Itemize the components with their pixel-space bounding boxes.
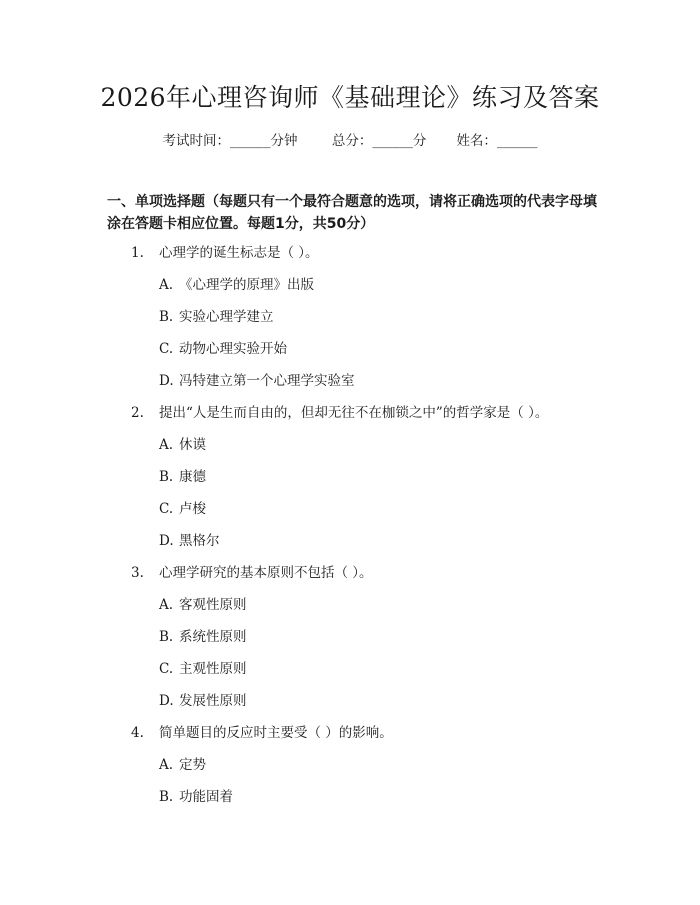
option-letter: B. <box>159 469 174 485</box>
option-letter: D. <box>159 693 174 709</box>
option-letter: C. <box>159 661 174 677</box>
question-number: 1. <box>131 245 144 261</box>
name-blank: ______ <box>496 133 538 149</box>
question-number: 2. <box>131 405 144 421</box>
question-3-text: 心理学研究的基本原则不包括（ ）。 <box>159 565 373 581</box>
option-letter: A. <box>159 597 174 613</box>
option-letter: C. <box>159 501 174 517</box>
document-title: 2026年心理咨询师《基础理论》练习及答案 <box>100 83 600 112</box>
option-letter: C. <box>159 341 174 357</box>
total-score-label: 总分： <box>331 133 373 149</box>
option-text: 主观性原则 <box>179 661 247 677</box>
option-text: 实验心理学建立 <box>179 309 274 325</box>
option-text: 休谟 <box>179 437 206 453</box>
option-text: 冯特建立第一个心理学实验室 <box>179 373 355 389</box>
question-number: 4. <box>131 725 144 741</box>
total-score-blank: ______ <box>372 133 413 149</box>
exam-time-blank: ______ <box>230 133 271 149</box>
question-2-text: 提出“人是生而自由的，但却无往不在枷锁之中”的哲学家是（ ）。 <box>159 405 549 421</box>
exam-time-unit: 分钟 <box>270 133 298 149</box>
section-header: 一、单项选择题（每题只有一个最符合题意的选项，请将正确选项的代表字母填涂在答题卡相应位置。每题1分，共50分） <box>107 194 597 232</box>
option-letter: D. <box>159 373 174 389</box>
option-text: 功能固着 <box>179 789 233 805</box>
option-letter: A. <box>159 757 174 773</box>
option-letter: A. <box>159 277 174 293</box>
option-letter: B. <box>159 629 174 645</box>
option-text: 定势 <box>179 757 206 773</box>
question-number: 3. <box>131 565 144 581</box>
option-text: 客观性原则 <box>179 597 247 613</box>
total-score-unit: 分 <box>412 133 427 149</box>
option-text: 动物心理实验开始 <box>179 341 287 357</box>
option-text: 康德 <box>179 469 206 485</box>
option-text: 卢梭 <box>179 501 206 517</box>
exam-info-line <box>0 131 700 151</box>
option-letter: B. <box>159 789 174 805</box>
name-label: 姓名： <box>456 133 497 149</box>
question-1-text: 心理学的诞生标志是（ ）。 <box>159 245 319 261</box>
option-text: 系统性原则 <box>179 629 247 645</box>
option-letter: B. <box>159 309 174 325</box>
option-letter: A. <box>159 437 174 453</box>
option-text: 黑格尔 <box>179 533 220 549</box>
exam-time-label: 考试时间： <box>162 133 231 149</box>
option-letter: D. <box>159 533 174 549</box>
question-4-text: 简单题目的反应时主要受（ ）的影响。 <box>159 725 393 741</box>
option-text: 《心理学的原理》出版 <box>179 277 314 293</box>
option-text: 发展性原则 <box>179 693 247 709</box>
